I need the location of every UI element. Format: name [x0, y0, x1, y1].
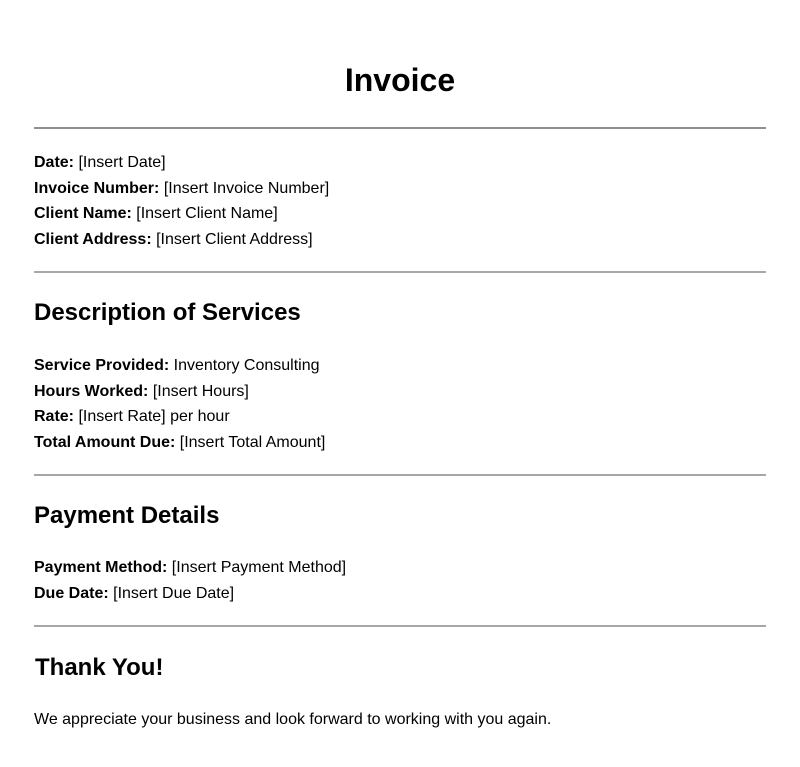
total-amount-value: [Insert Total Amount]: [179, 434, 326, 452]
client-address-label: Client Address:: [34, 231, 152, 249]
invoice-number-value: [Insert Invoice Number]: [163, 179, 330, 197]
rate-row: [34, 404, 766, 430]
client-name-row: [34, 201, 766, 227]
payment-heading: Payment Details: [34, 502, 220, 529]
invoice-number-label: Invoice Number:: [34, 179, 160, 197]
invoice-number-row: [34, 176, 766, 202]
services-heading: Description of Services: [34, 299, 301, 326]
service-provided-value: Inventory Consulting: [173, 357, 320, 374]
divider: [34, 625, 766, 627]
divider: [34, 271, 766, 273]
payment-section: [34, 555, 766, 606]
client-info-section: [34, 150, 766, 253]
rate-label: Rate:: [34, 408, 75, 426]
payment-method-label: Payment Method:: [34, 559, 168, 576]
total-amount-label: Total Amount Due:: [34, 434, 176, 452]
page-title: Invoice: [344, 62, 456, 98]
rate-value: [Insert Rate] per hour: [78, 408, 230, 426]
closing-message: We appreciate your business and look forward to working with you again.: [34, 711, 552, 728]
services-section: [34, 353, 766, 456]
hours-worked-label: Hours Worked:: [34, 382, 149, 400]
due-date-value: [Insert Due Date]: [113, 584, 235, 602]
divider: [34, 127, 766, 129]
date-value: [Insert Date]: [78, 154, 166, 171]
service-provided-row: [34, 353, 766, 379]
client-name-label: Client Name:: [34, 205, 132, 223]
divider: [34, 474, 766, 476]
total-amount-row: [34, 430, 766, 456]
hours-worked-row: [34, 379, 766, 405]
date-label: Date:: [34, 154, 75, 171]
thank-you-heading: Thank You!: [35, 654, 164, 681]
service-provided-label: Service Provided:: [34, 357, 170, 374]
payment-method-value: [Insert Payment Method]: [171, 559, 347, 576]
client-address-value: [Insert Client Address]: [156, 231, 313, 249]
client-name-value: [Insert Client Name]: [136, 205, 278, 223]
payment-method-row: [34, 555, 766, 581]
due-date-row: [34, 581, 766, 607]
date-row: [34, 150, 766, 176]
client-address-row: [34, 227, 766, 253]
due-date-label: Due Date:: [34, 584, 109, 602]
hours-worked-value: [Insert Hours]: [152, 382, 249, 400]
